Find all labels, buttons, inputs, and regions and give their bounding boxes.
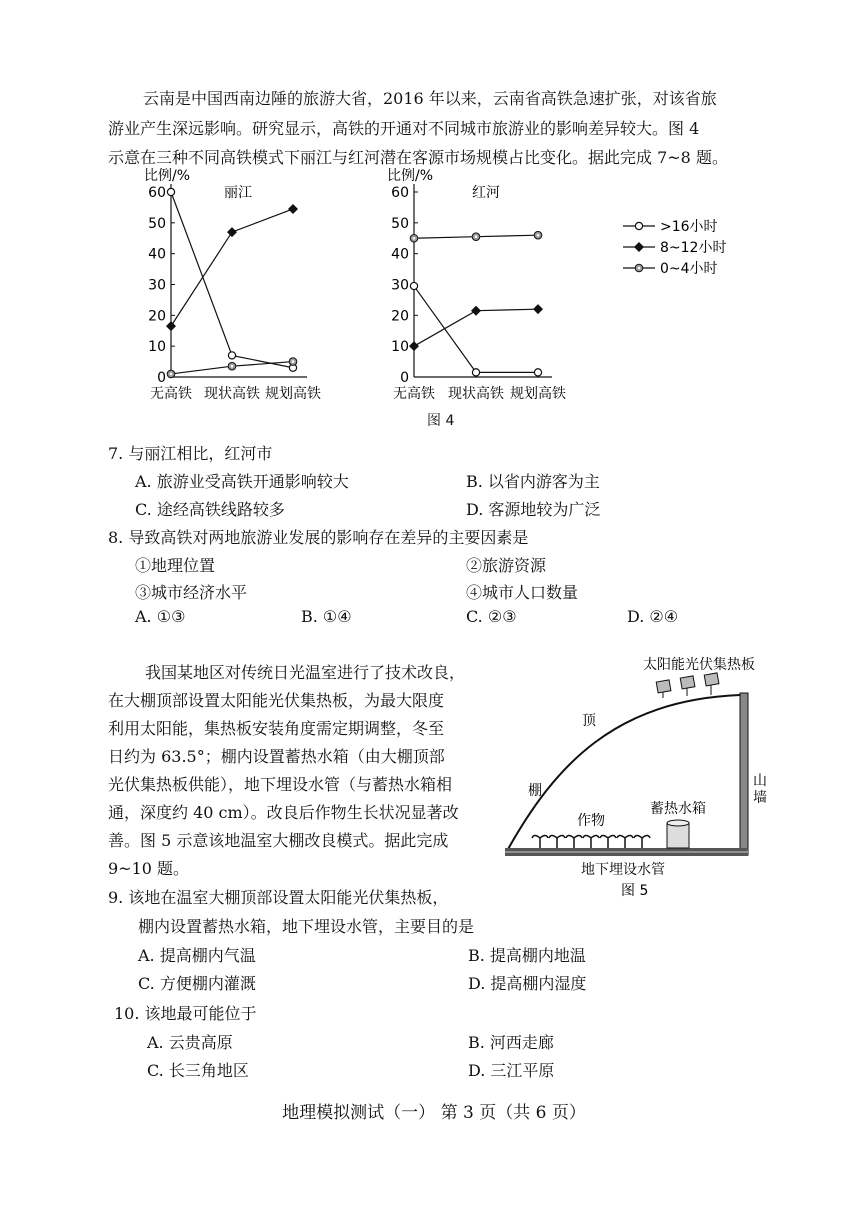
chart0-xtick-label-1: 现状高铁	[204, 386, 260, 402]
q9-option-d[interactable]: D. 提高棚内湿度	[468, 974, 587, 993]
q7-option-c[interactable]: C. 途经高铁线路较多	[135, 500, 285, 519]
intro1-line-1: 云南是中国西南边陲的旅游大省，2016 年以来，云南省高铁急速扩张，对该省旅	[143, 89, 717, 108]
q9-stem-line-2: 棚内设置蓄热水箱，地下埋设水管，主要目的是	[138, 917, 475, 936]
q9-stem-line-1: 9. 该地在温室大棚顶部设置太阳能光伏集热板，	[108, 888, 449, 907]
chart0-ytick-label-4: 40	[148, 246, 166, 263]
figure-5-caption: 图 5	[621, 883, 649, 899]
q9-option-c[interactable]: C. 方便棚内灌溉	[138, 974, 256, 993]
back-wall	[740, 693, 748, 855]
chart0-series-0-point-1	[228, 352, 235, 359]
chart0-ylabel: 比例/%	[144, 168, 191, 184]
chart1-title: 红河	[472, 185, 500, 201]
intro2-line-1: 我国某地区对传统日光温室进行了技术改良，	[145, 663, 466, 682]
chart1-series-2-point-0-center	[413, 237, 416, 240]
chart1-series-0-line	[414, 286, 538, 372]
label-wall-1: 山	[753, 773, 767, 789]
chart1-xtick-label-2: 规划高铁	[510, 386, 566, 402]
chart1-ytick-label-3: 30	[391, 277, 409, 294]
page-footer: 地理模拟测试（一） 第 3 页（共 6 页）	[282, 1103, 586, 1123]
intro2-line-5: 光伏集热板供能），地下埋设水管（与蓄热水箱相	[108, 775, 453, 794]
intro2-line-3: 利用太阳能，集热板安装角度需定期调整，冬至	[108, 719, 445, 738]
chart0-series-2-point-1-center	[231, 365, 234, 368]
label-crop: 作物	[577, 813, 605, 829]
q8-option-a[interactable]: A. ①③	[135, 607, 186, 626]
chart0-series-1-line	[171, 209, 293, 326]
chart1-ytick-label-0: 0	[400, 370, 409, 386]
chart1-series-0-point-2	[534, 369, 541, 376]
legend-label-0: >16小时	[660, 219, 718, 235]
chart0-ytick-label-2: 20	[148, 308, 166, 325]
label-top: 顶	[582, 713, 596, 729]
intro1-line-2: 游业产生深远影响。研究显示，高铁的开通对不同城市旅游业的影响差异较大。图 4	[108, 119, 700, 138]
q8-option-b[interactable]: B. ①④	[301, 607, 352, 626]
chart1-ytick-label-4: 40	[391, 246, 409, 263]
intro2-line-7: 善。图 5 示意该地温室大棚改良模式。据此完成	[108, 831, 449, 850]
chart1-ytick-label-1: 10	[391, 339, 409, 356]
q8-item-3: ③城市经济水平	[135, 583, 248, 602]
q8-option-d[interactable]: D. ②④	[627, 607, 679, 626]
intro2-line-8: 9~10 题。	[108, 859, 190, 878]
label-solar-panel: 太阳能光伏集热板	[643, 657, 755, 673]
heat-storage-tank	[667, 823, 689, 848]
chart0-series-0-point-0	[167, 188, 174, 195]
legend-label-1: 8~12小时	[660, 240, 727, 256]
chart1-ytick-label-6: 60	[391, 185, 409, 201]
chart0-ytick-label-6: 60	[148, 185, 166, 201]
chart1-ytick-label-2: 20	[391, 308, 409, 325]
q10-option-d[interactable]: D. 三江平原	[468, 1061, 555, 1080]
q9-option-a[interactable]: A. 提高棚内气温	[138, 946, 256, 965]
intro2-line-4: 日约为 63.5°；棚内设置蓄热水箱（由大棚顶部	[108, 747, 445, 766]
q7-option-b[interactable]: B. 以省内游客为主	[466, 472, 600, 491]
legend-label-2: 0~4小时	[660, 261, 718, 277]
q7-option-a[interactable]: A. 旅游业受高铁开通影响较大	[135, 472, 349, 491]
figure-5-greenhouse-diagram	[495, 655, 795, 905]
label-wall-2: 墙	[753, 790, 767, 806]
greenhouse-roof	[507, 695, 740, 851]
chart1-xtick-label-0: 无高铁	[393, 386, 435, 402]
chart1-series-2-point-1-center	[475, 235, 478, 238]
chart0-series-2-point-2-center	[292, 360, 295, 363]
intro2-line-6: 通，深度约 40 cm）。改良后作物生长状况显著改	[108, 803, 459, 822]
label-shed: 棚	[528, 783, 542, 799]
legend-marker-1	[634, 242, 644, 252]
q7-stem: 7. 与丽江相比，红河市	[108, 444, 273, 463]
chart0-ytick-label-0: 0	[157, 370, 166, 386]
chart1-xtick-label-1: 现状高铁	[448, 386, 504, 402]
chart1-series-1-point-0	[409, 341, 419, 351]
chart1-ytick-label-5: 50	[391, 215, 409, 232]
chart0-ytick-label-1: 10	[148, 339, 166, 356]
q7-option-d[interactable]: D. 客源地较为广泛	[466, 500, 601, 519]
solar-panels	[656, 673, 719, 698]
label-pipe: 地下埋设水管	[581, 862, 665, 878]
q10-option-b[interactable]: B. 河西走廊	[468, 1033, 554, 1052]
intro1-line-3: 示意在三种不同高铁模式下丽江与红河潜在客源市场规模占比变化。据此完成 7~8 题。	[108, 148, 728, 167]
intro2-line-2: 在大棚顶部设置太阳能光伏集热板，为最大限度	[108, 691, 445, 710]
chart0-title: 丽江	[224, 185, 252, 201]
figure-4-charts	[0, 165, 868, 425]
chart1-series-1-point-1	[471, 306, 481, 316]
chart0-series-1-point-0	[166, 321, 176, 331]
q10-option-c[interactable]: C. 长三角地区	[147, 1061, 249, 1080]
chart1-series-0-point-1	[472, 369, 479, 376]
q8-item-4: ④城市人口数量	[466, 583, 579, 602]
q10-stem: 10. 该地最可能位于	[114, 1004, 257, 1023]
crops	[532, 836, 650, 849]
chart0-series-0-line	[171, 192, 293, 368]
chart0-xtick-label-2: 规划高铁	[265, 386, 321, 402]
chart0-series-1-point-2	[288, 204, 298, 214]
chart0-xtick-label-0: 无高铁	[150, 386, 192, 402]
legend-marker-2-center	[638, 267, 641, 270]
q8-stem: 8. 导致高铁对两地旅游业发展的影响存在差异的主要因素是	[108, 528, 529, 547]
q8-option-c[interactable]: C. ②③	[466, 607, 517, 626]
chart0-series-2-point-0-center	[170, 373, 173, 376]
chart1-series-0-point-0	[410, 282, 417, 289]
q9-option-b[interactable]: B. 提高棚内地温	[468, 946, 586, 965]
q8-item-2: ②旅游资源	[466, 556, 547, 575]
chart1-series-2-point-2-center	[537, 234, 540, 237]
chart1-series-1-point-2	[533, 304, 543, 314]
chart0-ytick-label-3: 30	[148, 277, 166, 294]
q10-option-a[interactable]: A. 云贵高原	[147, 1033, 233, 1052]
legend-marker-0	[635, 222, 642, 229]
figure-4-caption: 图 4	[427, 413, 455, 429]
chart1-ylabel: 比例/%	[387, 168, 434, 184]
q8-item-1: ①地理位置	[135, 556, 216, 575]
chart0-series-1-point-1	[227, 227, 237, 237]
chart0-ytick-label-5: 50	[148, 215, 166, 232]
label-tank: 蓄热水箱	[650, 801, 706, 817]
